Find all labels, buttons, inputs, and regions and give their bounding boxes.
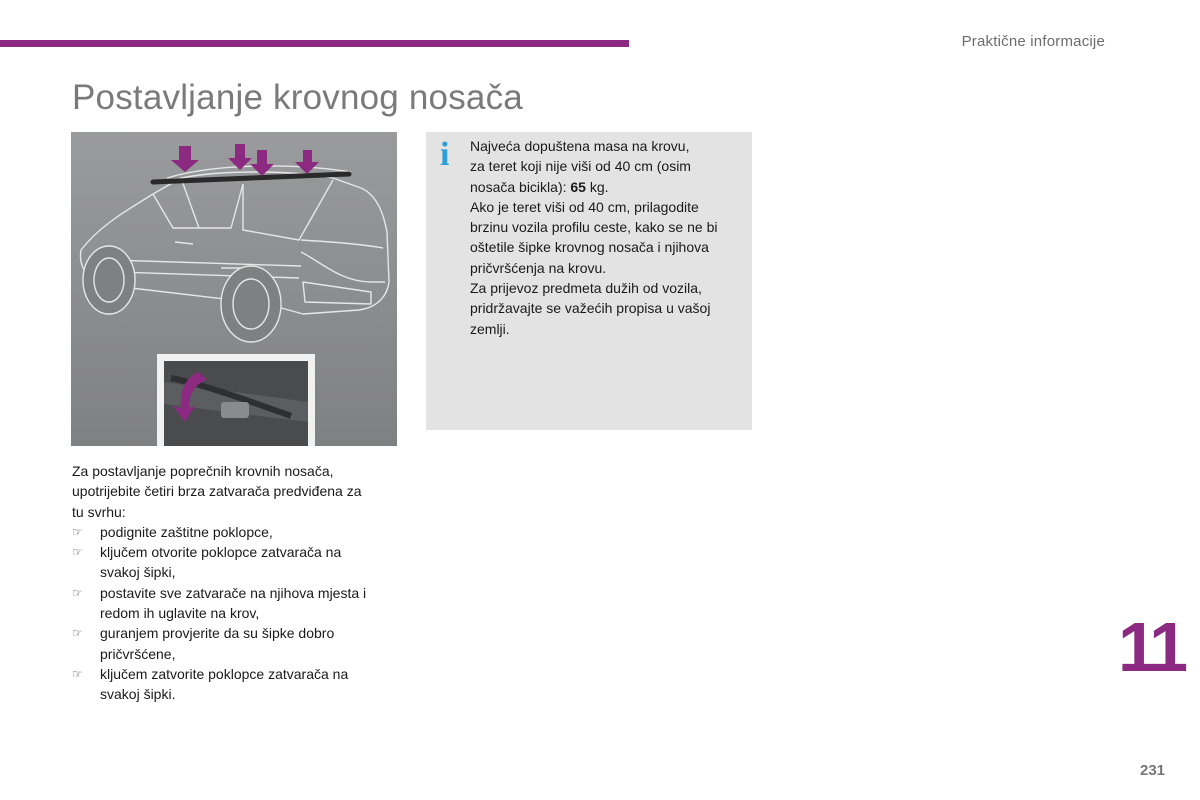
info-line: za teret koji nije viši od 40 cm (osim	[470, 158, 691, 175]
instructions	[72, 461, 402, 705]
info-line: pričvršćenja na krovu.	[470, 259, 607, 276]
pointing-hand-icon: ☞	[72, 524, 83, 539]
pointing-hand-icon: ☞	[72, 585, 83, 600]
step-line: ključem zatvorite poklopce zatvarača na	[100, 665, 349, 682]
list-item	[72, 583, 402, 624]
pointing-hand-icon: ☞	[72, 626, 83, 641]
list-item	[72, 664, 402, 705]
page-title: Postavljanje krovnog nosača	[72, 78, 523, 117]
cover-opening-arrow-icon	[157, 354, 315, 446]
info-line-text: nosača bicikla):	[470, 178, 571, 195]
step-line: ključem otvorite poklopce zatvarača na	[100, 544, 342, 561]
pointing-hand-icon: ☞	[72, 666, 83, 681]
list-item	[72, 623, 402, 664]
max-mass-unit: kg.	[585, 178, 609, 195]
roof-bar-mounting-points-icon	[71, 132, 397, 446]
header-accent-bar	[0, 40, 629, 47]
info-line: Ako je teret viši od 40 cm, prilagodite	[470, 198, 699, 215]
step-line: svakoj šipki.	[100, 686, 176, 703]
info-line: pridržavajte se važećih propisa u vašoj	[470, 300, 711, 317]
roof-rack-illustration	[71, 132, 397, 446]
info-box	[426, 132, 752, 430]
step-line: svakoj šipki,	[100, 564, 176, 581]
info-line: zemlji.	[470, 320, 510, 337]
step-line: postavite sve zatvarače na njihova mjesta i	[100, 584, 367, 601]
pointing-hand-icon: ☞	[72, 545, 83, 560]
step-line: guranjem provjerite da su šipke dobro	[100, 625, 335, 642]
info-line: brzinu vozila profilu ceste, kako se ne bi	[470, 219, 718, 236]
info-text	[470, 136, 750, 339]
info-line	[470, 177, 750, 197]
info-icon: i	[440, 136, 450, 173]
step-line: pričvršćene,	[100, 645, 176, 662]
steps-list	[72, 522, 402, 705]
list-item	[72, 522, 402, 542]
chapter-number: 11	[1118, 608, 1184, 686]
page-number: 231	[1140, 762, 1166, 779]
intro-line: upotrijebite četiri brza zatvarača predviđena za	[72, 483, 362, 500]
info-line: Za prijevoz predmeta dužih od vozila,	[470, 280, 702, 297]
info-line: Najveća dopuštena masa na krovu,	[470, 138, 690, 154]
section-label: Praktične informacije	[961, 33, 1105, 50]
step-line: podignite zaštitne poklopce,	[100, 523, 273, 540]
intro-line: tu svrhu:	[72, 503, 126, 520]
step-line: redom ih uglavite na krov,	[100, 605, 260, 622]
intro-line: Za postavljanje poprečnih krovnih nosača,	[72, 463, 334, 479]
info-line: oštetile šipke krovnog nosača i njihova	[470, 239, 709, 256]
max-mass-value: 65	[570, 178, 586, 195]
list-item	[72, 542, 402, 583]
